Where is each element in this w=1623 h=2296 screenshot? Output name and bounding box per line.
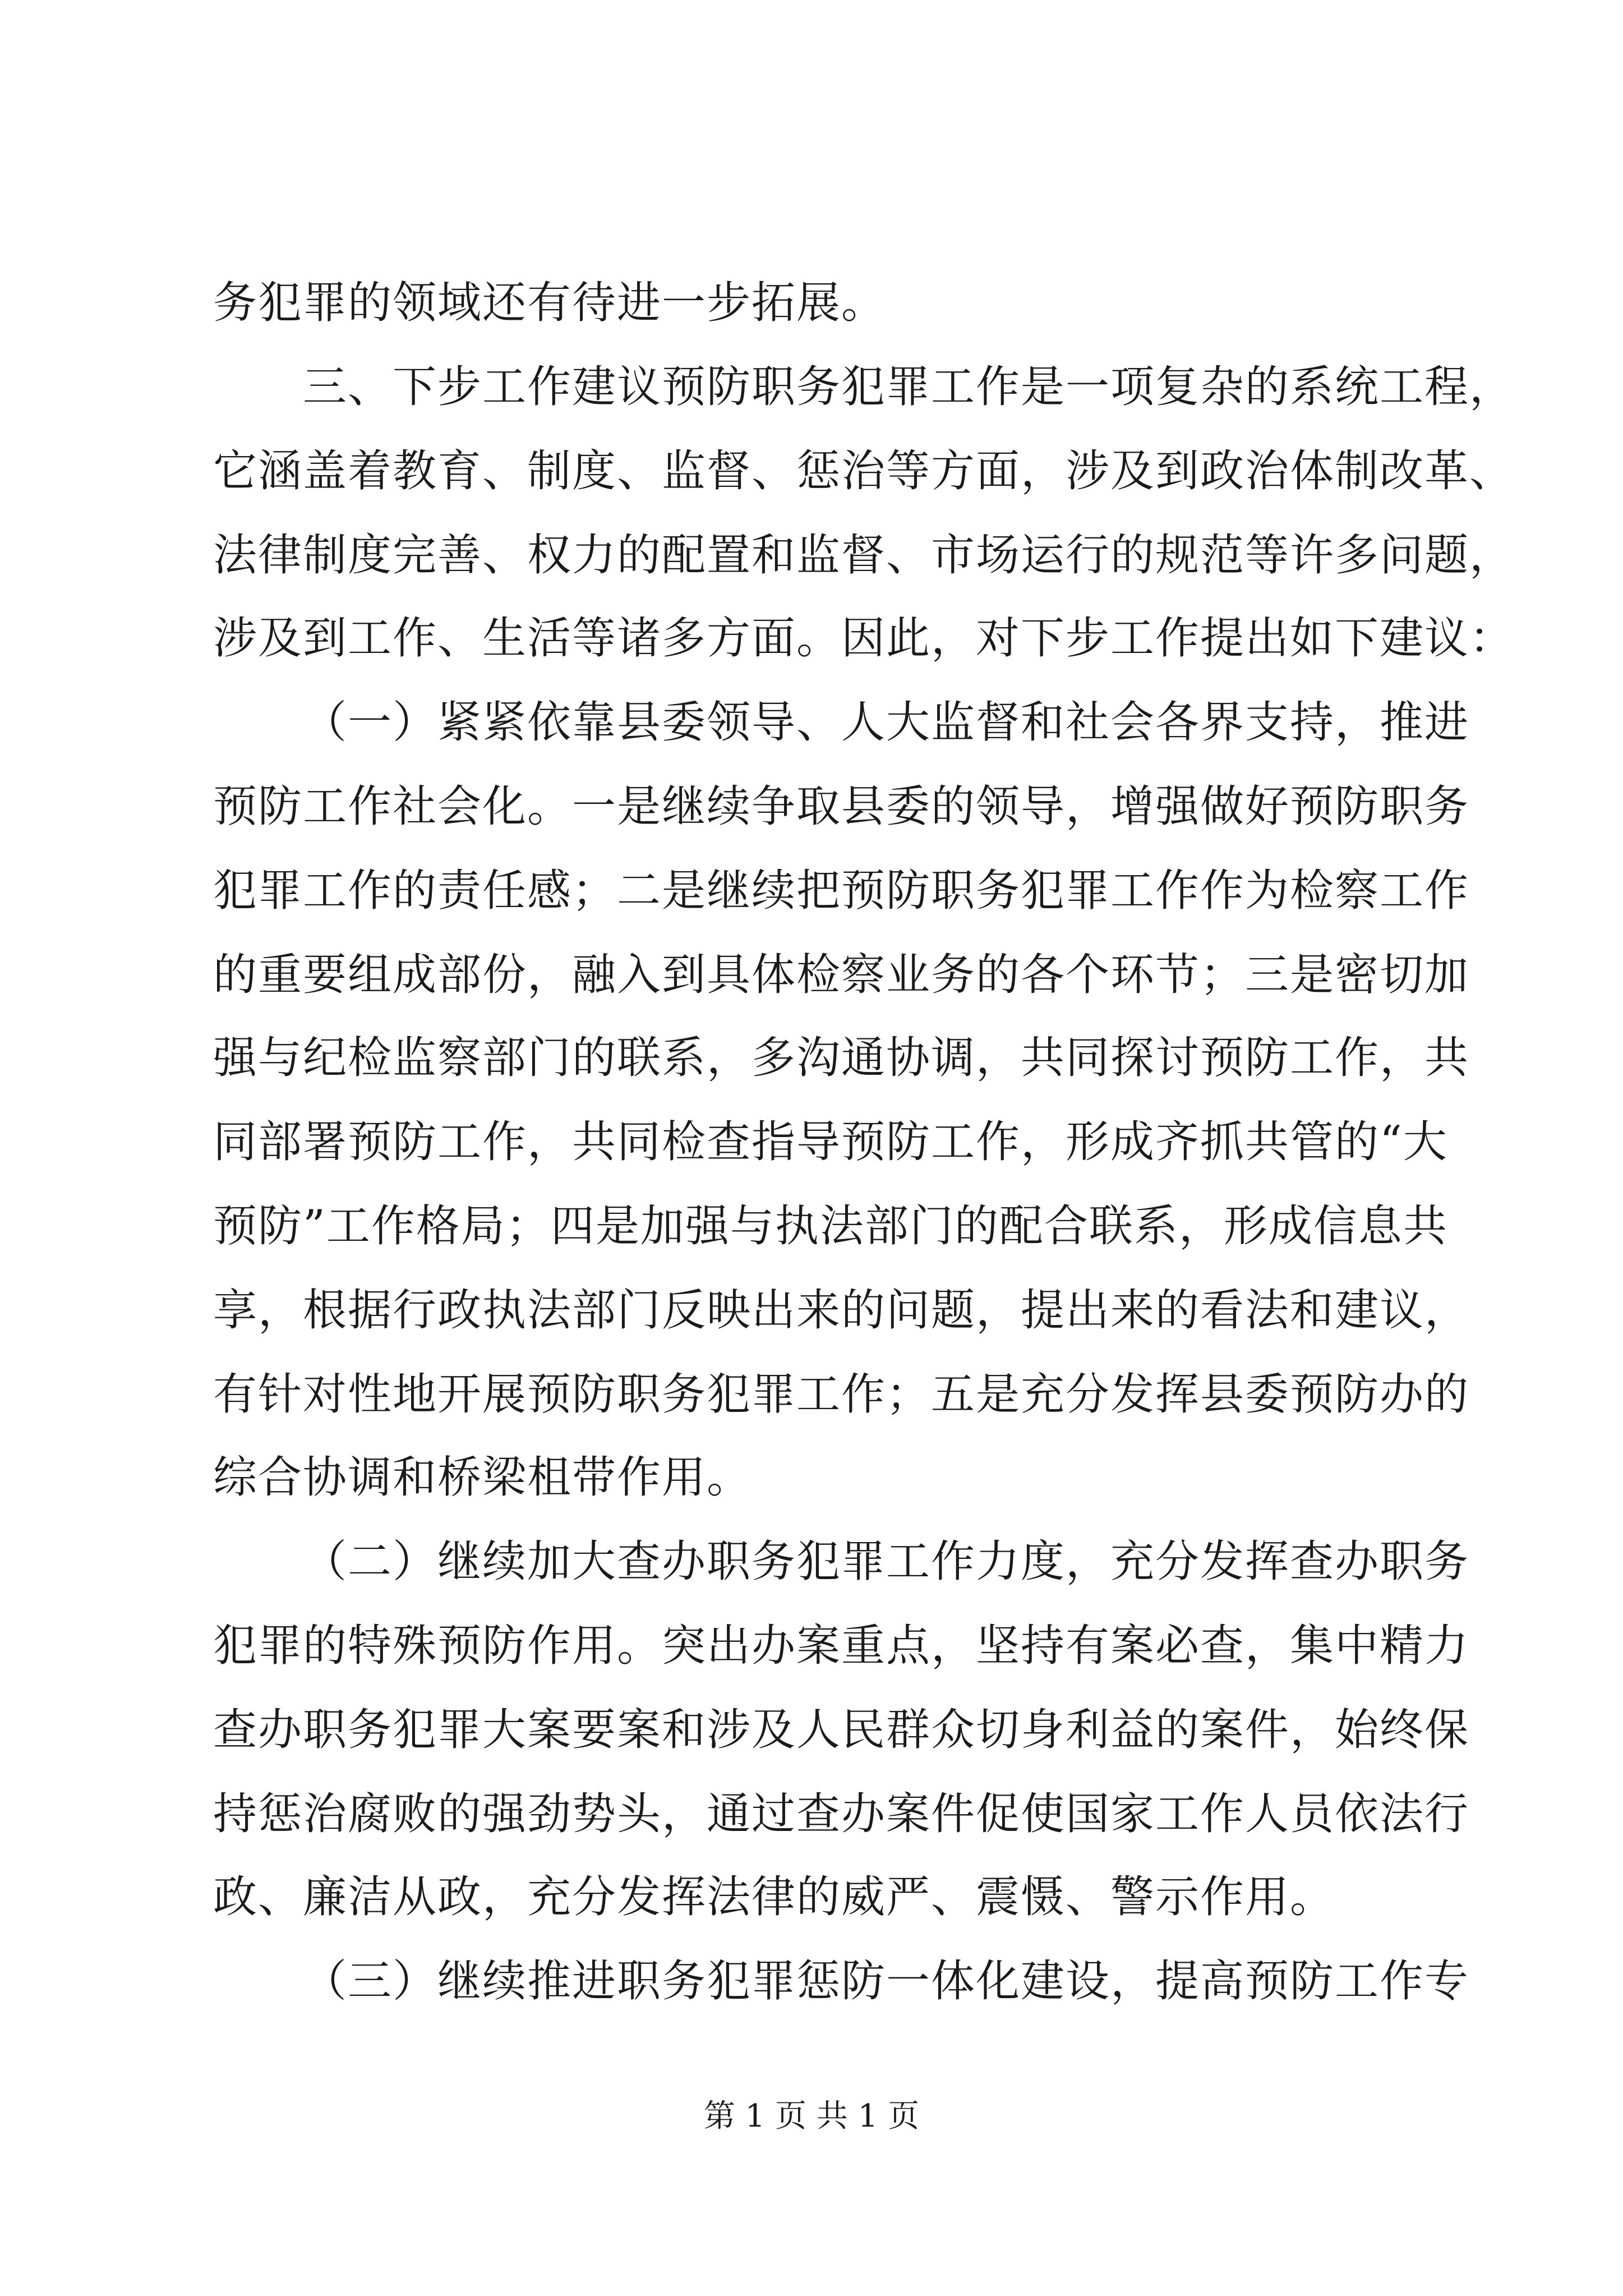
text-line: 法律制度完善、权力的配置和监督、市场运行的规范等许多问题， xyxy=(213,530,1515,581)
text-line: 的重要组成部份，融入到具体检察业务的各个环节；三是密切加 xyxy=(213,950,1470,1000)
section-heading-line: 三、下步工作建议预防职务犯罪工作是一项复杂的系统工程， xyxy=(303,362,1515,412)
page-footer: 第 1 页 共 1 页 xyxy=(703,2098,920,2134)
text-line: 它涵盖着教育、制度、监督、惩治等方面，涉及到政治体制改革、 xyxy=(213,446,1515,496)
text-line: 预防”工作格局；四是加强与执法部门的配合联系，形成信息共 xyxy=(213,1201,1448,1251)
text-line: 查办职务犯罪大案要案和涉及人民群众切身利益的案件，始终保 xyxy=(213,1705,1470,1755)
text-line: 享，根据行政执法部门反映出来的问题，提出来的看法和建议， xyxy=(213,1285,1470,1336)
text-line: 同部署预防工作，共同检查指导预防工作，形成齐抓共管的“大 xyxy=(213,1117,1448,1167)
text-line: 犯罪工作的责任感；二是继续把预防职务犯罪工作作为检察工作 xyxy=(213,866,1470,916)
subsection-line: （三）继续推进职务犯罪惩防一体化建设，提高预防工作专 xyxy=(303,1956,1470,2007)
subsection-line: （二）继续加大查办职务犯罪工作力度，充分发挥查办职务 xyxy=(303,1536,1470,1587)
subsection-line: （一）紧紧依靠县委领导、人大监督和社会各界支持，推进 xyxy=(303,697,1470,748)
text-line: 务犯罪的领域还有待进一步拓展。 xyxy=(213,278,887,328)
text-line: 政、廉洁从政，充分发挥法律的威严、震慑、警示作用。 xyxy=(213,1872,1335,1922)
text-line: 综合协调和桥梁柤带作用。 xyxy=(213,1452,752,1503)
text-line: 持惩治腐败的强劲势头，通过查办案件促使国家工作人员依法行 xyxy=(213,1789,1470,1839)
text-line: 涉及到工作、生活等诸多方面。因此，对下步工作提出如下建议： xyxy=(213,613,1515,664)
text-line: 强与纪检监察部门的联系，多沟通协调，共同探讨预防工作，共 xyxy=(213,1033,1470,1083)
text-line: 预防工作社会化。一是继续争取县委的领导，增强做好预防职务 xyxy=(213,781,1470,832)
text-line: 有针对性地开展预防职务犯罪工作；五是充分发挥县委预防办的 xyxy=(213,1369,1470,1420)
text-line: 犯罪的特殊预防作用。突出办案重点，坚持有案必查，集中精力 xyxy=(213,1621,1470,1671)
